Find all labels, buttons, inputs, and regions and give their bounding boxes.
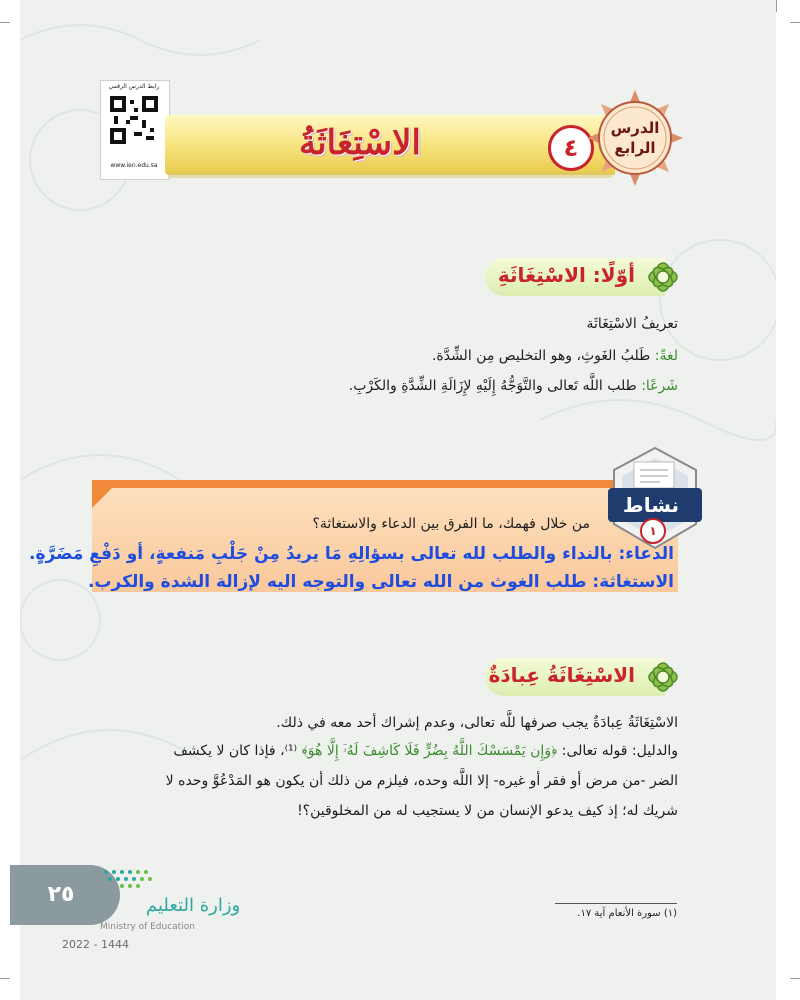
footnote-divider [555, 903, 677, 904]
legal-text: طلب اللَّه تَعالى والتَّوَجُّهُ إِلَيْهِ لإِزَالَةِ الشِّدَّةِ والكَرْبِ. [348, 378, 642, 394]
banner-shadow [168, 172, 612, 178]
page-number: ٢٥ [47, 882, 75, 907]
qr-label: رابط الدرس الرقمي [108, 83, 160, 90]
crop-mark [790, 22, 800, 23]
activity-number: ١ [640, 518, 666, 544]
evidence-suffix: ⁽¹⁾، فإذا كان لا يكشف [173, 743, 302, 759]
activity-corner [92, 480, 120, 508]
activity-label: نشاط [622, 493, 680, 517]
footnote: (١) سورة الأنعام آية ١٧. [577, 908, 677, 919]
activity-top-border [92, 480, 678, 488]
qr-code-icon[interactable] [110, 96, 158, 144]
quran-verse: ﴿وَإِن يَمْسَسْكَ اللَّهُ بِضُرٍّ فَلَا كَاشِفَ لَهُۥٓ إِلَّا هُوَ﴾ [301, 743, 558, 759]
linguistic-definition [200, 348, 678, 364]
section2-line2 [100, 743, 678, 759]
activity-answer-line1: الدعاء: بالنداء والطلب لله تعالى بسؤالِهِ مَا يريدُ مِنْ جَلْبِ مَنفعةٍ، أو دَفْعِ مَضَرَّةٍ. [29, 544, 674, 564]
section1-title: أوّلًا: الاسْتِغَاثَةِ [497, 263, 635, 287]
crop-mark [776, 0, 777, 12]
flower-icon [640, 254, 686, 300]
qr-url[interactable]: www.ien.edu.sa [110, 162, 158, 169]
activity-answer-line2: الاستغاثة: طلب الغوث من الله تعالى والتوجه اليه لإزالة الشدة والكرب. [87, 572, 674, 592]
lesson-number: ٤ [548, 125, 594, 171]
ministry-logo-icon [100, 866, 160, 894]
section2-line3: الضر -من مرض أو فقر أو غيره- إلا اللَّه وحده، فيلزم من ذلك أن يكون هو المَدْعُوَّ وحده لا [165, 773, 678, 789]
lesson-label-line1: الدرس [610, 119, 660, 137]
section2-line4: شريك له؛ إذ كيف يدعو الإنسان من لا يستجيب له من المخلوقين؟! [297, 803, 678, 819]
lesson-title: الاسْتِغَاثَةُ [298, 123, 422, 163]
linguistic-label: لغةً: [654, 348, 678, 364]
linguistic-text: طَلبُ الغَوثِ، وهو التخليص مِن الشِّدَّة. [431, 348, 655, 364]
ministry-english: Ministry of Education [100, 922, 195, 932]
legal-label: شَرعًا: [641, 378, 678, 394]
legal-definition [200, 378, 678, 394]
flower-icon [640, 654, 686, 700]
crop-mark [0, 22, 10, 23]
crop-mark [790, 978, 800, 979]
edition-year: 2022 - 1444 [62, 938, 129, 951]
crop-mark [0, 978, 10, 979]
section2-line1: الاسْتِغَاثَةُ عِبادَةٌ يجب صرفها للَّه تعالى، وعدم إشراك أحد معه في ذلك. [276, 715, 678, 731]
definition-heading: تعريفُ الاسْتِغَاثَة [586, 316, 678, 332]
lesson-label [590, 118, 680, 158]
section2-title: الاسْتِغَاثَةُ عِبادَةٌ [488, 663, 635, 687]
activity-question: من خلال فهمك، ما الفرق بين الدعاء والاستغاثة؟ [312, 516, 590, 532]
ministry-name: وزارة التعليم [146, 895, 241, 916]
lesson-label-line2: الرابع [614, 139, 656, 157]
evidence-prefix: والدليل: قوله تعالى: [557, 743, 678, 759]
